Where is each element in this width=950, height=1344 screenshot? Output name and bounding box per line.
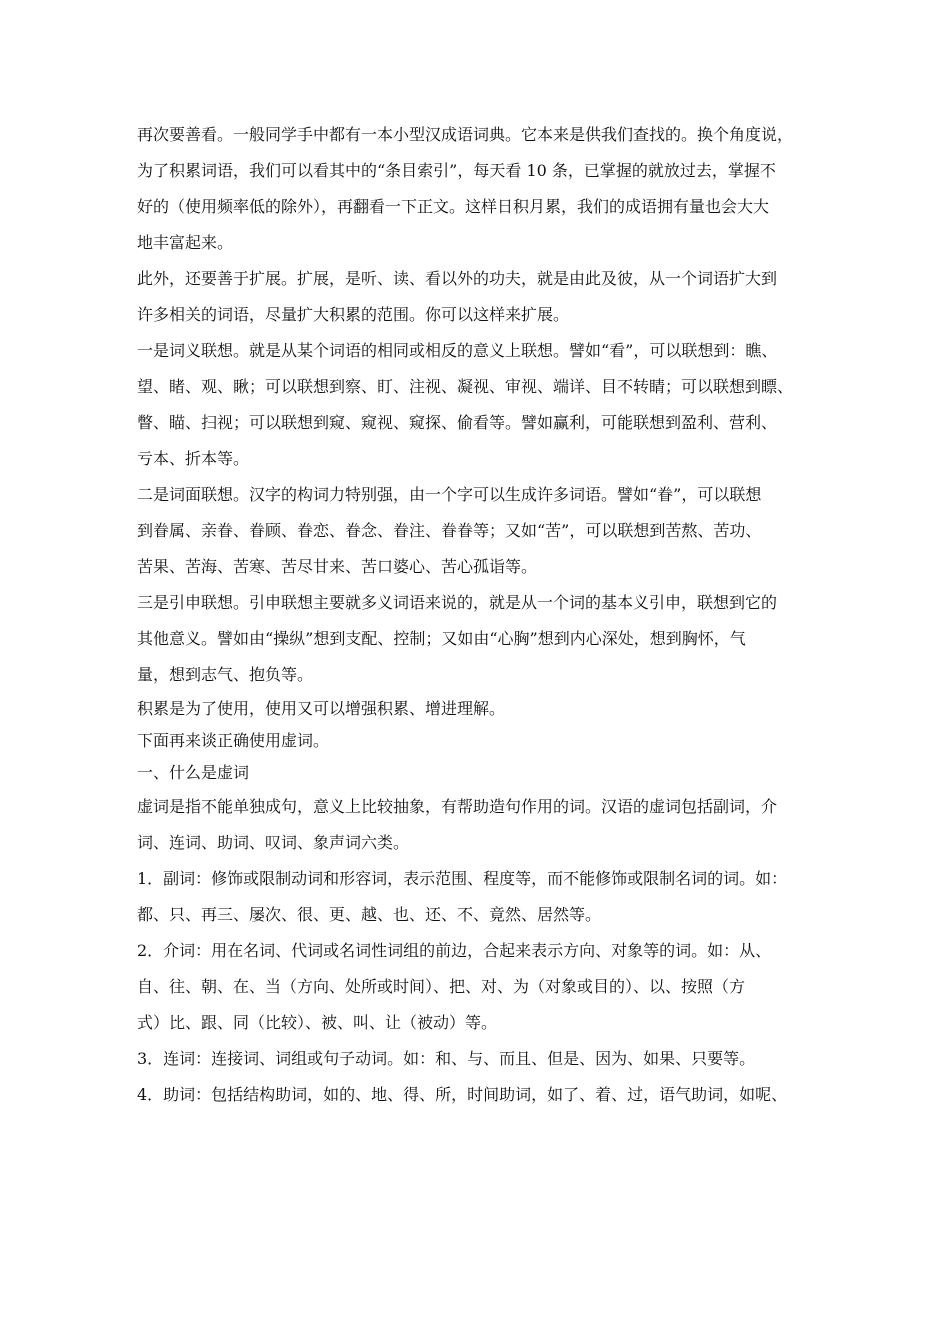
text-line: 此外，还要善于扩展。扩展，是听、读、看以外的功夫，就是由此及彼，从一个词语扩大到 bbox=[137, 269, 778, 288]
document-page bbox=[137, 117, 827, 1113]
text-line: 苦果、苦海、苦寒、苦尽甘来、苦口婆心、苦心孤诣等。 bbox=[137, 557, 538, 576]
list-item-2 bbox=[137, 933, 827, 1041]
text-line: 4．助词：包括结构助词，如的、地、得、所，时间助词，如了、着、过，语气助词，如呢、 bbox=[137, 1085, 788, 1104]
text-line: 其他意义。譬如由“操纵”想到支配、控制；又如由“心胸”想到内心深处，想到胸怀，气 bbox=[137, 629, 746, 648]
paragraph-6 bbox=[137, 693, 827, 725]
text-line: 量，想到志气、抱负等。 bbox=[137, 665, 314, 684]
paragraph-3 bbox=[137, 333, 827, 477]
text-line: 好的（使用频率低的除外），再翻看一下正文。这样日积月累，我们的成语拥有量也会大大 bbox=[137, 197, 770, 216]
text-line: 地丰富起来。 bbox=[137, 233, 234, 252]
list-item-4 bbox=[137, 1077, 827, 1113]
text-line: 到眷属、亲眷、眷顾、眷恋、眷念、眷注、眷眷等；又如“苦”，可以联想到苦熬、苦功、 bbox=[137, 521, 762, 540]
paragraph-4 bbox=[137, 477, 827, 585]
text-line: 为了积累词语，我们可以看其中的“条目索引”，每天看 10 条，已掌握的就放过去，掌握不 bbox=[137, 161, 776, 180]
text-line: 1．副词：修饰或限制动词和形容词，表示范围、程度等，而不能修饰或限制名词的词。如： bbox=[137, 869, 788, 888]
text-line: 虚词是指不能单独成句，意义上比较抽象，有帮助造句作用的词。汉语的虚词包括副词，介 bbox=[137, 797, 778, 816]
paragraph-1 bbox=[137, 117, 827, 261]
text-line: 再次要善看。一般同学手中都有一本小型汉成语词典。它本来是供我们查找的。换个角度说， bbox=[137, 125, 794, 144]
text-line: 3．连词：连接词、词组或句子动词。如：和、与、而且、但是、因为、如果、只要等。 bbox=[137, 1049, 756, 1068]
text-line: 瞥、瞄、扫视；可以联想到窥、窥视、窥探、偷看等。譬如赢利，可能联想到盈利、营利、 bbox=[137, 413, 778, 432]
text-line: 亏本、折本等。 bbox=[137, 449, 250, 468]
paragraph-2 bbox=[137, 261, 827, 333]
text-line: 望、睹、观、瞅；可以联想到察、盯、注视、凝视、审视、端详、目不转睛；可以联想到瞟、 bbox=[137, 377, 794, 396]
paragraph-9 bbox=[137, 789, 827, 861]
section-heading bbox=[137, 757, 827, 789]
text-line: 一是词义联想。就是从某个词语的相同或相反的意义上联想。譬如“看”，可以联想到：瞧、 bbox=[137, 341, 778, 360]
text-line: 词、连词、助词、叹词、象声词六类。 bbox=[137, 833, 410, 852]
text-line: 2．介词：用在名词、代词或名词性词组的前边，合起来表示方向、对象等的词。如：从、 bbox=[137, 941, 772, 960]
list-item-3 bbox=[137, 1041, 827, 1077]
text-line: 自、往、朝、在、当（方向、处所或时间）、把、对、为（对象或目的）、以、按照（方 bbox=[137, 977, 746, 996]
text-line: 式）比、跟、同（比较）、被、叫、让（被动）等。 bbox=[137, 1013, 498, 1032]
heading-text: 一、什么是虚词 bbox=[137, 763, 250, 782]
text-line: 积累是为了使用，使用又可以增强积累、增进理解。 bbox=[137, 699, 506, 718]
text-line: 二是词面联想。汉字的构词力特别强，由一个字可以生成许多词语。譬如“眷”，可以联想 bbox=[137, 485, 762, 504]
text-line: 都、只、再三、屡次、很、更、越、也、还、不、竟然、居然等。 bbox=[137, 905, 602, 924]
text-line: 三是引申联想。引申联想主要就多义词语来说的，就是从一个词的基本义引申，联想到它的 bbox=[137, 593, 778, 612]
paragraph-7 bbox=[137, 725, 827, 757]
list-item-1 bbox=[137, 861, 827, 933]
text-line: 下面再来谈正确使用虚词。 bbox=[137, 731, 330, 750]
text-line: 许多相关的词语，尽量扩大积累的范围。你可以这样来扩展。 bbox=[137, 305, 570, 324]
paragraph-5 bbox=[137, 585, 827, 693]
